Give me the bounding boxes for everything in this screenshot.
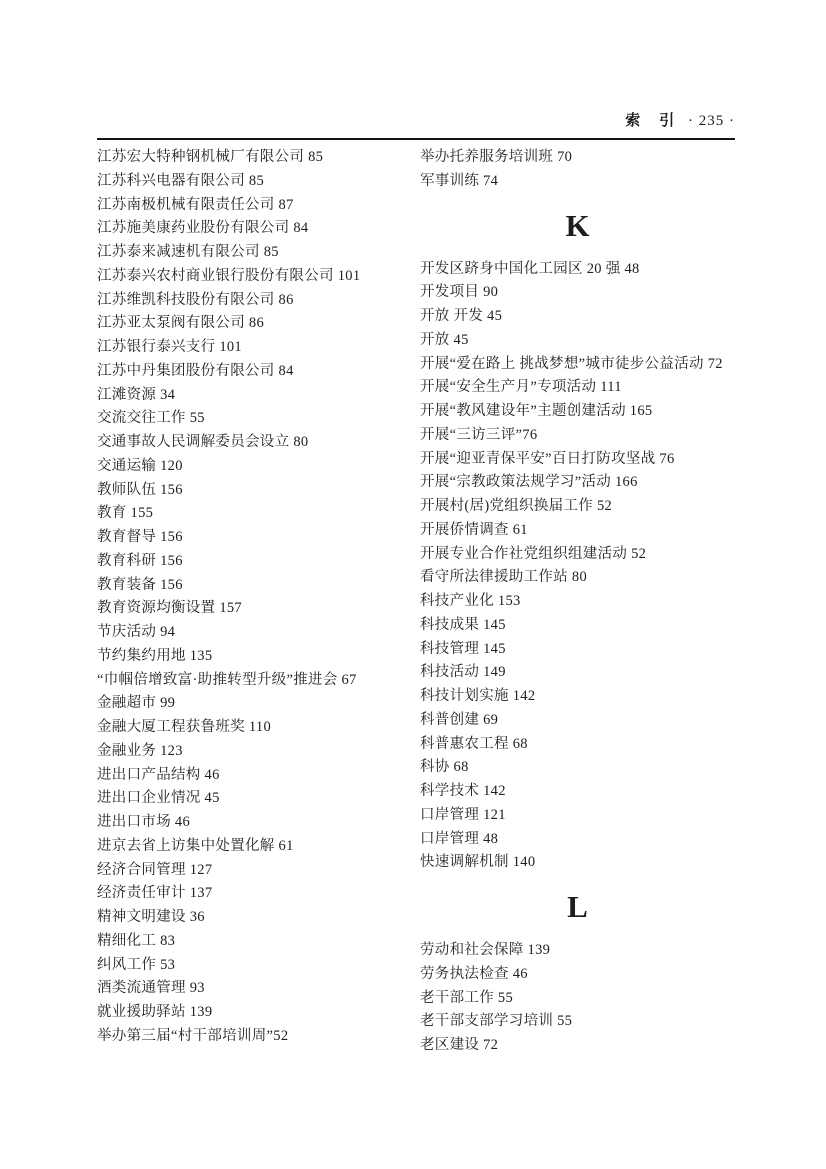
index-entry: 开展“迎亚青保平安”百日打防攻坚战 76 <box>420 450 675 467</box>
index-entry: 教师队伍 156 <box>97 481 183 498</box>
index-entry: 江苏维凯科技股份有限公司 86 <box>97 291 294 308</box>
index-entry: 交流交往工作 55 <box>97 410 205 427</box>
index-entry: 开展侨情调查 61 <box>420 521 528 538</box>
index-entry: 江苏泰兴农村商业银行股份有限公司 101 <box>97 267 361 284</box>
index-entry: 举办第三届“村干部培训周”52 <box>97 1027 289 1044</box>
index-entry: “巾帼倍增致富·助推转型升级”推进会 67 <box>97 671 357 688</box>
index-entry: 进出口市场 46 <box>97 814 191 830</box>
index-entry: 教育 155 <box>97 505 154 522</box>
index-entry: 交通事故人民调解委员会设立 80 <box>97 434 309 450</box>
index-entry: 科学技术 142 <box>420 783 506 799</box>
section-letter: K <box>565 207 591 243</box>
index-entry: 劳务执法检查 46 <box>420 965 528 982</box>
index-entry: 教育科研 156 <box>97 552 183 569</box>
index-entry: 进出口产品结构 46 <box>97 766 220 783</box>
index-entry: 进出口企业情况 45 <box>97 790 220 807</box>
index-entry: 精细化工 83 <box>97 932 176 949</box>
index-entry: 口岸管理 121 <box>420 806 506 823</box>
index-entry: 江苏亚太泵阀有限公司 86 <box>97 315 265 332</box>
index-entry: 精神文明建设 36 <box>97 909 205 925</box>
index-entry: 经济责任审计 137 <box>97 885 213 902</box>
index-entry: 劳动和社会保障 139 <box>420 942 551 958</box>
index-entry: 举办托养服务培训班 70 <box>420 149 573 165</box>
index-entry: 开发项目 90 <box>420 284 499 301</box>
index-entry: 军事训练 74 <box>420 172 499 189</box>
index-entry: 开放 45 <box>420 331 469 348</box>
index-column-right <box>420 146 736 1058</box>
index-entry: 科技管理 145 <box>420 640 506 657</box>
index-entry: 酒类流通管理 93 <box>97 980 205 997</box>
index-entry: 交通运输 120 <box>97 457 183 474</box>
index-column-left <box>97 146 413 1049</box>
index-entry: 江苏施美康药业股份有限公司 84 <box>97 220 309 237</box>
page-title: 索 引 <box>625 113 677 129</box>
index-entry: 开展“教风建设年”主题创建活动 165 <box>420 403 653 419</box>
index-entry: 开发区跻身中国化工园区 20 强 48 <box>420 260 640 277</box>
index-entry: 快速调解机制 140 <box>420 854 536 871</box>
index-entry: 江苏南极机械有限责任公司 87 <box>97 196 294 213</box>
index-entry: 科协 68 <box>420 759 469 776</box>
index-entry: 节约集约用地 135 <box>97 647 213 664</box>
index-entry: 科技产业化 153 <box>420 593 521 609</box>
header-rule <box>97 138 735 140</box>
index-entry: 科普惠农工程 68 <box>420 735 528 752</box>
page-number: · 235 · <box>688 113 735 129</box>
index-entry: 看守所法律援助工作站 80 <box>420 569 588 586</box>
index-entry: 科技成果 145 <box>420 616 506 633</box>
index-entry: 江苏中丹集团股份有限公司 84 <box>97 362 294 379</box>
index-entry: 金融业务 123 <box>97 742 183 759</box>
index-entry: 老干部工作 55 <box>420 989 514 1006</box>
index-entry: 江苏宏大特种钢机械厂有限公司 85 <box>97 149 324 165</box>
index-entry: 老区建设 72 <box>420 1037 499 1053</box>
index-entry: 开展“安全生产月”专项活动 111 <box>420 379 622 396</box>
index-entry: 纠风工作 53 <box>97 956 176 973</box>
index-entry: 江苏泰来减速机有限公司 85 <box>97 244 279 260</box>
index-entry: 老干部支部学习培训 55 <box>420 1013 573 1030</box>
index-entry: 科技计划实施 142 <box>420 688 536 704</box>
index-entry: 教育资源均衡设置 157 <box>97 600 242 617</box>
section-letter: L <box>567 889 589 924</box>
index-entry: 科技活动 149 <box>420 664 506 681</box>
index-entry: 就业援助驿站 139 <box>97 1004 213 1020</box>
index-entry: 开展专业合作社党组织组建活动 52 <box>420 545 647 562</box>
index-entry: 口岸管理 48 <box>420 830 499 847</box>
index-entry: 科普创建 69 <box>420 711 499 728</box>
index-entry: 开展村(居)党组织换届工作 52 <box>420 498 613 514</box>
index-entry: 江苏银行泰兴支行 101 <box>97 339 242 355</box>
index-entry: 金融超市 99 <box>97 695 176 712</box>
index-entry: 开展“三访三评”76 <box>420 426 538 443</box>
index-entry: 开展“爱在路上 挑战梦想”城市徒步公益活动 72 <box>420 355 723 372</box>
index-entry: 金融大厦工程获鲁班奖 110 <box>97 719 272 735</box>
index-entry: 江苏科兴电器有限公司 85 <box>97 172 265 189</box>
index-entry: 开放 开发 45 <box>420 308 503 324</box>
page-header <box>97 111 735 131</box>
index-entry: 进京去省上访集中处置化解 61 <box>97 837 294 854</box>
index-entry: 经济合同管理 127 <box>97 861 213 878</box>
index-entry: 节庆活动 94 <box>97 624 176 640</box>
index-entry: 江滩资源 34 <box>97 386 176 403</box>
index-entry: 教育督导 156 <box>97 529 183 545</box>
index-entry: 开展“宗教政策法规学习”活动 166 <box>420 474 638 491</box>
index-entry: 教育装备 156 <box>97 576 183 593</box>
